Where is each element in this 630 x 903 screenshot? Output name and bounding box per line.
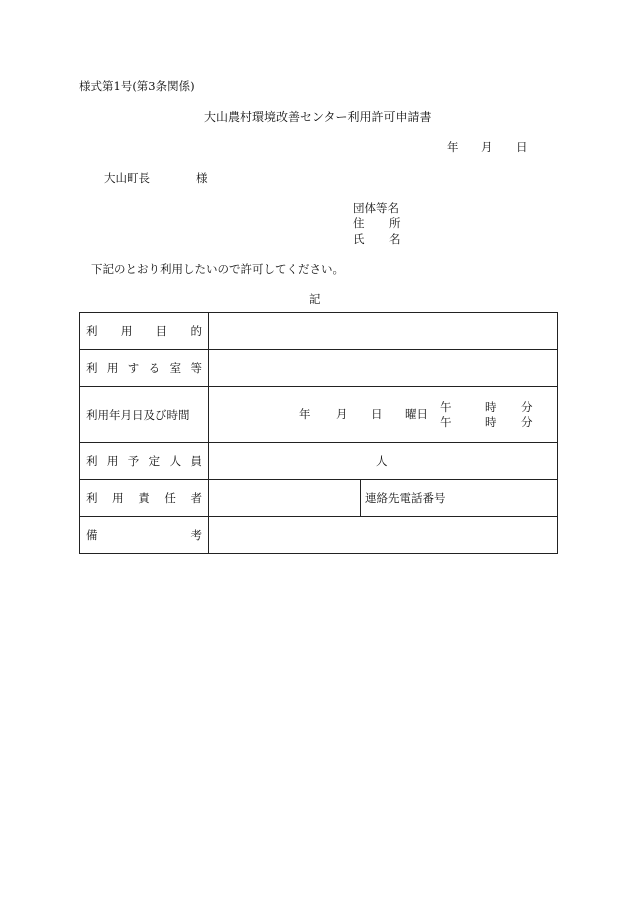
row-datetime	[80, 387, 558, 443]
label-char: す	[127, 361, 140, 375]
contact-phone-label: 連絡先電話番号	[365, 491, 446, 505]
row-purpose	[80, 313, 558, 350]
request-text: 下記のとおり利用したいので許可してください。	[91, 262, 344, 276]
addressee-name: 大山町長	[104, 171, 150, 185]
label-char: 室	[169, 361, 182, 375]
date-day-label: 日	[516, 140, 528, 154]
label-datetime-text: 利用年月日及び時間	[86, 407, 190, 422]
label-char: 目	[155, 324, 168, 338]
date-month-label: 月	[481, 140, 493, 154]
dt-day: 日	[371, 407, 383, 421]
purpose-field[interactable]	[209, 313, 558, 350]
label-char: 考	[190, 528, 202, 542]
label-char: 人	[169, 454, 182, 468]
label-char: 用	[106, 361, 119, 375]
label-char: 利	[86, 324, 98, 338]
contact-phone-cell[interactable]	[361, 480, 558, 517]
label-char: 責	[138, 491, 150, 505]
label-char: 任	[164, 491, 176, 505]
addressee-honorific: 様	[196, 171, 208, 185]
applicant-address-label-2: 所	[389, 216, 401, 230]
form-title: 大山農村環境改善センター利用許可申請書	[204, 110, 432, 124]
label-responsible	[80, 480, 209, 517]
row-responsible	[80, 480, 558, 517]
label-remarks	[80, 517, 209, 554]
applicant-name-label-2: 名	[389, 232, 401, 246]
label-people	[80, 443, 209, 480]
row-room	[80, 350, 558, 387]
label-char: 的	[190, 324, 202, 338]
label-char: 定	[148, 454, 161, 468]
label-char: 利	[86, 491, 98, 505]
responsible-name-field[interactable]	[209, 480, 361, 517]
label-char: 利	[86, 454, 98, 468]
date-year-label: 年	[447, 140, 459, 154]
label-char: 員	[190, 454, 202, 468]
remarks-field[interactable]	[209, 517, 558, 554]
applicant-group-label: 団体等名	[353, 201, 399, 215]
people-unit: 人	[376, 454, 388, 468]
dt-weekday: 曜日	[405, 407, 428, 421]
label-char: 利	[86, 361, 98, 375]
room-field[interactable]	[209, 350, 558, 387]
row-remarks	[80, 517, 558, 554]
label-char: 者	[190, 491, 202, 505]
applicant-address-label-1: 住	[353, 216, 365, 230]
label-char: 用	[120, 324, 133, 338]
label-char: 用	[112, 491, 124, 505]
people-field[interactable]	[209, 443, 558, 480]
label-purpose	[80, 313, 209, 350]
dt-month: 月	[336, 407, 348, 421]
application-table	[79, 312, 558, 554]
label-char: る	[148, 361, 161, 375]
form-number: 様式第1号(第3条関係)	[79, 79, 195, 93]
dt-start-minute: 分	[521, 400, 533, 414]
label-char: 用	[106, 454, 119, 468]
label-datetime	[80, 387, 209, 443]
dt-start-gozen: 午	[440, 400, 452, 414]
label-char: 等	[190, 361, 202, 375]
dt-end-minute: 分	[521, 415, 533, 429]
ki-heading: 記	[309, 292, 321, 306]
row-people	[80, 443, 558, 480]
dt-year: 年	[299, 407, 311, 421]
datetime-field[interactable]	[209, 387, 558, 443]
dt-end-gozen: 午	[440, 415, 452, 429]
label-char: 備	[86, 528, 98, 542]
dt-start-hour: 時	[485, 400, 497, 414]
label-char: 予	[127, 454, 140, 468]
applicant-name-label-1: 氏	[353, 232, 365, 246]
label-room	[80, 350, 209, 387]
dt-end-hour: 時	[485, 415, 497, 429]
